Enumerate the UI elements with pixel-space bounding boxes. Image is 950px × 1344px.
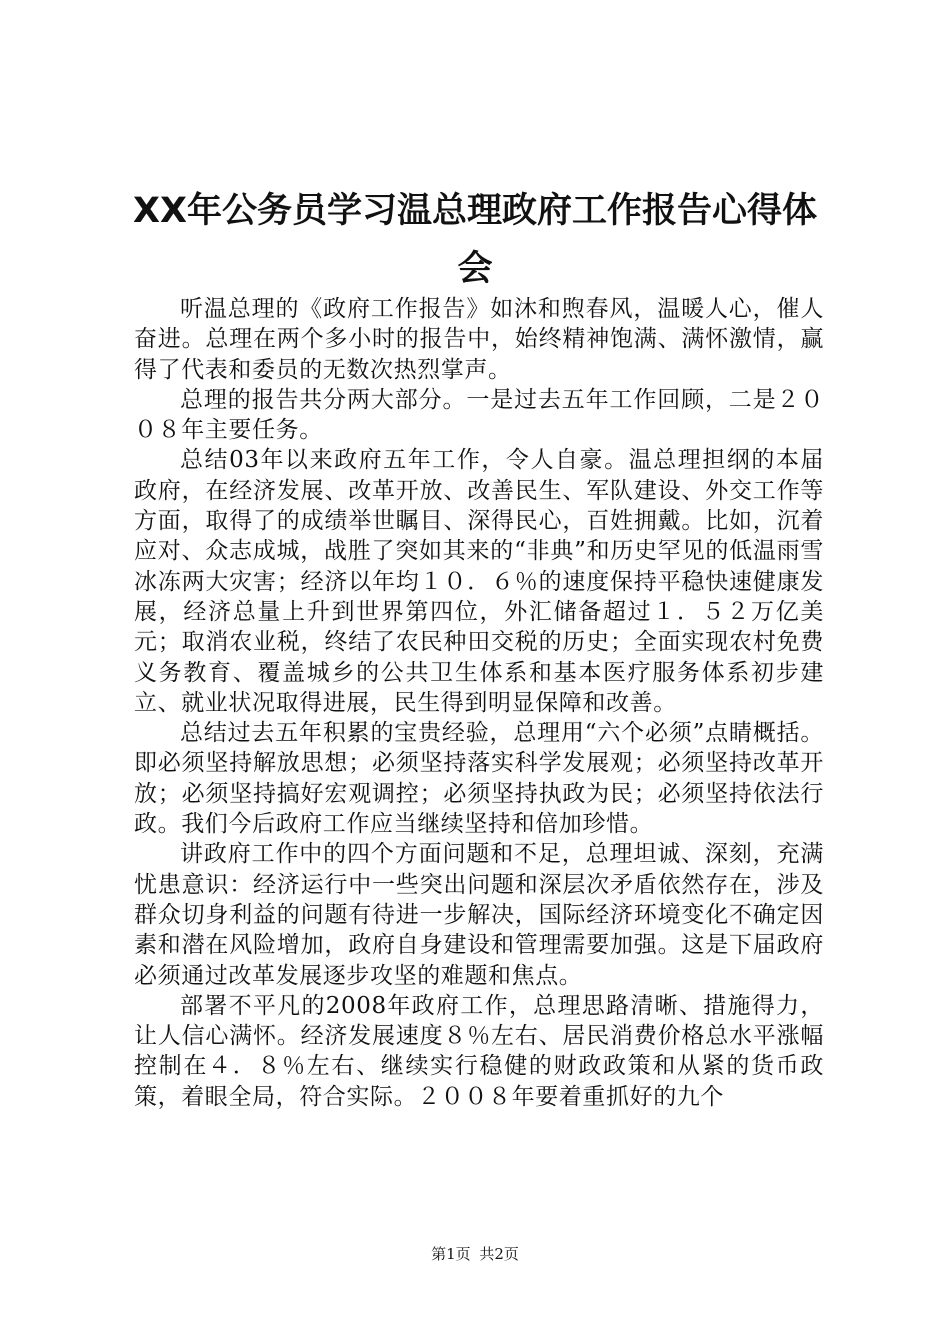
paragraph: 总结03年以来政府五年工作，令人自豪。温总理担纲的本届政府，在经济发展、改革开放、改善民生、军队建设、外交工作等方面，取得了的成绩举世瞩目、深得民心，百姓拥戴。比如，沉着应对、众志成城，战胜了突如其来的“非典”和历史罕见的低温雨雪冰冻两大灾害；经济以年均１０．６％的速度保持平稳快速健康发展，经济总量上升到世界第四位，外汇储备超过１．５２万亿美元；取消农业税，终结了农民种田交税的历史；全面实现农村免费义务教育、覆盖城乡的公共卫生体系和基本医疗服务体系初步建立、就业状况取得进展，民生得到明显保障和改善。 — [134, 447, 824, 716]
paragraph: 讲政府工作中的四个方面问题和不足，总理坦诚、深刻，充满忧患意识：经济运行中一些突出问题和深层次矛盾依然存在，涉及群众切身利益的问题有待进一步解决，国际经济环境变化不确定因素和潜在风险增加，政府自身建设和管理需要加强。这是下届政府必须通过改革发展逐步攻坚的难题和焦点。 — [134, 841, 824, 989]
paragraph: 部署不平凡的2008年政府工作，总理思路清晰、措施得力，让人信心满怀。经济发展速度８％左右、居民消费价格总水平涨幅控制在４．８％左右、继续实行稳健的财政政策和从紧的货币政策，着眼全局，符合实际。２００８年要着重抓好的九个 — [134, 992, 824, 1110]
paragraph: 总结过去五年积累的宝贵经验，总理用“六个必须”点睛概括。即必须坚持解放思想；必须坚持落实科学发展观；必须坚持改革开放；必须坚持搞好宏观调控；必须坚持执政为民；必须坚持依法行政。我们今后政府工作应当继续坚持和倍加珍惜。 — [134, 720, 824, 838]
document-body — [134, 294, 824, 1112]
page-footer — [0, 1244, 950, 1264]
document-title: XX年公务员学习温总理政府工作报告心得体会 — [133, 191, 817, 289]
paragraph: 总理的报告共分两大部分。一是过去五年工作回顾，二是２００８年主要任务。 — [134, 386, 824, 444]
page-total: 共2页 — [479, 1245, 519, 1263]
paragraph: 听温总理的《政府工作报告》如沐和煦春风，温暖人心，催人奋进。总理在两个多小时的报告中，始终精神饱满、满怀激情，赢得了代表和委员的无数次热烈掌声。 — [134, 296, 824, 383]
page-number: 第1页 — [431, 1245, 471, 1263]
